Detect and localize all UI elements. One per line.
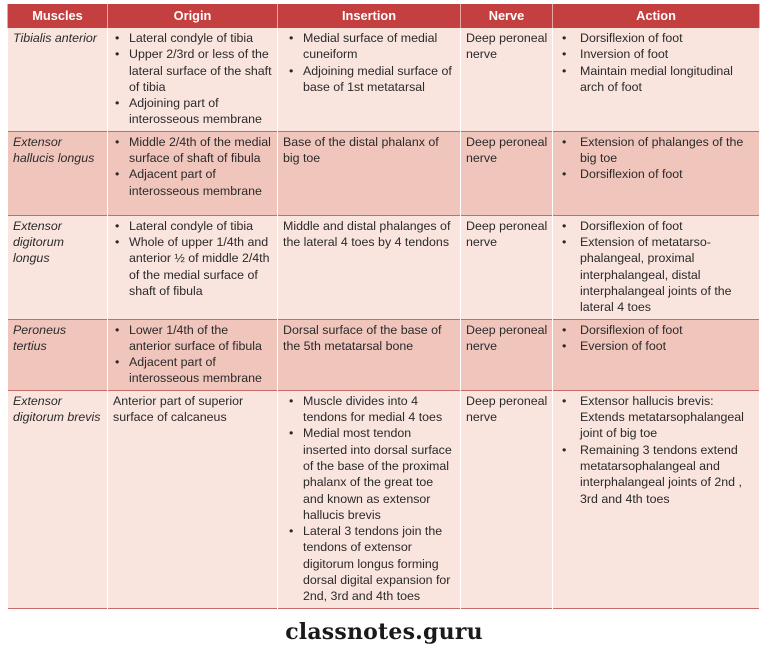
nerve-cell: Deep peroneal nerve <box>461 28 553 131</box>
muscle-table <box>7 4 760 609</box>
list-item: • Adjoining medial surface of base of 1st metatarsal <box>283 63 456 96</box>
origin-list <box>113 218 273 299</box>
list-item: • Lower 1/4th of the anterior surface of fibula <box>113 322 273 355</box>
action-list <box>558 30 755 95</box>
origin-cell <box>108 215 278 319</box>
origin-list <box>113 134 273 199</box>
list-item: • Extension of metatarso-phalangeal, proximal interphalangeal, distal interphalangeal joints of the lateral 4 toes <box>558 234 755 315</box>
list-item: • Muscle divides into 4 tendons for medial 4 toes <box>283 393 456 426</box>
muscle-name: Extensor digitorum brevis <box>8 390 108 608</box>
list-item: • Remaining 3 tendons extend metatarsophalangeal and interphalangeal joints of 2nd , 3rd and 4th toes <box>558 442 755 507</box>
list-item: • Extension of phalanges of the big toe <box>558 134 755 167</box>
muscle-name: Peroneus tertius <box>8 319 108 390</box>
nerve-cell: Deep peroneal nerve <box>461 131 553 215</box>
action-list <box>558 134 755 183</box>
muscle-name: Tibialis anterior <box>8 28 108 131</box>
insertion-cell: Dorsal surface of the base of the 5th metatarsal bone <box>278 319 461 390</box>
table-row <box>8 319 760 390</box>
header-insertion: Insertion <box>278 4 461 28</box>
insertion-cell <box>278 28 461 131</box>
list-item: • Dorsiflexion of foot <box>558 166 755 182</box>
list-item: • Eversion of foot <box>558 338 755 354</box>
list-item: • Medial most tendon inserted into dorsal surface of the base of the proximal phalanx of the great toe and known as extensor hallucis brevis <box>283 425 456 523</box>
action-list <box>558 393 755 507</box>
insertion-cell: Base of the distal phalanx of big toe <box>278 131 461 215</box>
origin-list <box>113 30 273 128</box>
list-item: • Middle 2/4th of the medial surface of shaft of fibula <box>113 134 273 167</box>
nerve-cell: Deep peroneal nerve <box>461 215 553 319</box>
list-item: • Extensor hallucis brevis: Extends metatarsophalangeal joint of big toe <box>558 393 755 442</box>
origin-cell: Anterior part of superior surface of calcaneus <box>108 390 278 608</box>
list-item: • Adjacent part of interosseous membrane <box>113 166 273 199</box>
muscle-name: Extensor digitorum longus <box>8 215 108 319</box>
action-cell <box>553 131 760 215</box>
origin-cell <box>108 319 278 390</box>
origin-cell <box>108 28 278 131</box>
origin-list <box>113 322 273 387</box>
header-muscles: Muscles <box>8 4 108 28</box>
insertion-cell <box>278 390 461 608</box>
header-origin: Origin <box>108 4 278 28</box>
muscle-table-container <box>7 4 759 609</box>
table-row <box>8 215 760 319</box>
nerve-cell: Deep peroneal nerve <box>461 319 553 390</box>
list-item: • Medial surface of medial cuneiform <box>283 30 456 63</box>
list-item: • Whole of upper 1/4th and anterior ½ of middle 2/4th of the medial surface of shaft of fibula <box>113 234 273 299</box>
origin-cell <box>108 131 278 215</box>
table-row <box>8 131 760 215</box>
action-list <box>558 218 755 316</box>
list-item: • Inversion of foot <box>558 46 755 62</box>
insertion-cell: Middle and distal phalanges of the lateral 4 toes by 4 tendons <box>278 215 461 319</box>
list-item: • Maintain medial longitudinal arch of foot <box>558 63 755 96</box>
table-row <box>8 390 760 608</box>
site-watermark: classnotes.guru <box>285 619 483 645</box>
list-item: • Upper 2/3rd or less of the lateral surface of the shaft of tibia <box>113 46 273 95</box>
header-nerve: Nerve <box>461 4 553 28</box>
nerve-cell: Deep peroneal nerve <box>461 390 553 608</box>
list-item: • Lateral 3 tendons join the tendons of extensor digitorum longus forming dorsal digital expansion for 2nd, 3rd and 4th toes <box>283 523 456 604</box>
list-item: • Dorsiflexion of foot <box>558 218 755 234</box>
insertion-list <box>283 393 456 605</box>
header-action: Action <box>553 4 760 28</box>
table-row <box>8 28 760 131</box>
action-cell <box>553 215 760 319</box>
list-item: • Dorsiflexion of foot <box>558 322 755 338</box>
muscle-name: Extensor hallucis longus <box>8 131 108 215</box>
list-item: • Adjoining part of interosseous membrane <box>113 95 273 128</box>
action-cell <box>553 28 760 131</box>
table-header-row <box>8 4 760 28</box>
list-item: • Adjacent part of interosseous membrane <box>113 354 273 387</box>
action-list <box>558 322 755 355</box>
action-cell <box>553 390 760 608</box>
list-item: • Dorsiflexion of foot <box>558 30 755 46</box>
insertion-list <box>283 30 456 95</box>
action-cell <box>553 319 760 390</box>
list-item: • Lateral condyle of tibia <box>113 30 273 46</box>
list-item: • Lateral condyle of tibia <box>113 218 273 234</box>
